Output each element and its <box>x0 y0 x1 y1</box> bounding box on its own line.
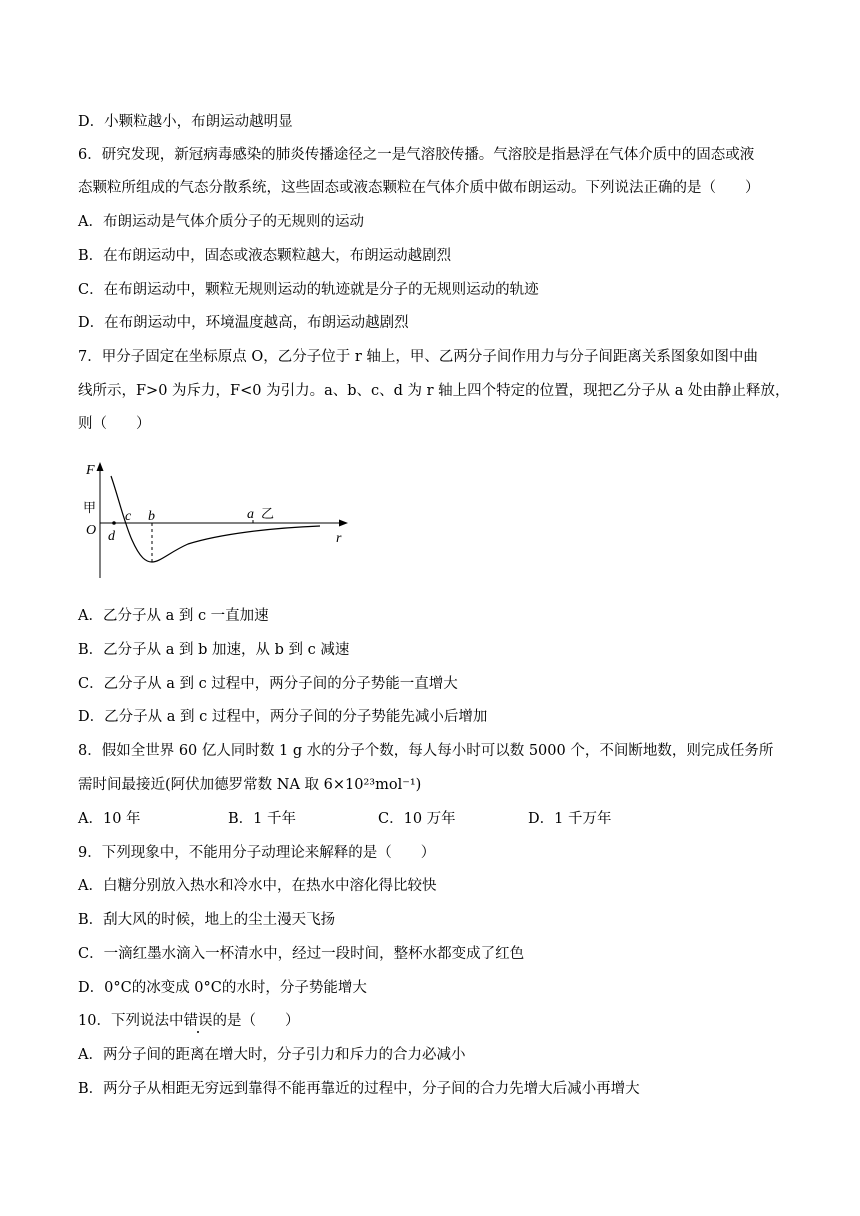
question-8-options <box>78 809 778 829</box>
question-10-stem <box>78 1011 299 1031</box>
question-8-option-c: C．10 万年 <box>378 811 456 827</box>
question-8-stem-line-2: 需时间最接近(阿伏加德罗常数 NA 取 6×10²³mol⁻¹) <box>78 777 422 793</box>
question-9-option-a: A．白糖分别放入热水和冷水中，在热水中溶化得比较快 <box>78 878 437 894</box>
question-8-stem-line-1: 8．假如全世界 60 亿人同时数 1 g 水的分子个数，每人每小时可以数 5000 个，不间断地数，则完成任务所 <box>78 743 774 759</box>
question-9-option-d: D．0°C的冰变成 0°C的水时，分子势能增大 <box>78 980 367 996</box>
label-r: r <box>336 531 342 546</box>
question-10-stem-post: 的是（ ） <box>212 1013 300 1029</box>
label-c: c <box>125 509 132 524</box>
question-6-stem-line-2: 态颗粒所组成的气态分散系统，这些固态或液态颗粒在气体介质中做布朗运动。下列说法正确的是（ ） <box>78 180 760 196</box>
question-10-option-a: A．两分子间的距离在增大时，分子引力和斥力的合力必减小 <box>78 1047 466 1063</box>
question-9-stem: 9．下列现象中，不能用分子动理论来解释的是（ ） <box>78 845 436 861</box>
question-7-option-a: A．乙分子从 a 到 c 一直加速 <box>78 608 269 624</box>
question-10-emphasis: 错误 <box>183 1013 213 1029</box>
question-6-option-d: D．在布朗运动中，环境温度越高，布朗运动越剧烈 <box>78 315 409 331</box>
label-d: d <box>108 529 115 544</box>
force-distance-graph <box>80 456 360 586</box>
question-7-option-d: D．乙分子从 a 到 c 过程中，两分子间的分子势能先减小后增加 <box>78 709 488 725</box>
question-10-option-b: B．两分子从相距无穷远到靠得不能再靠近的过程中，分子间的合力先增大后减小再增大 <box>78 1081 640 1097</box>
force-curve <box>111 476 320 562</box>
label-O: O <box>86 523 97 538</box>
question-7-option-c: C．乙分子从 a 到 c 过程中，两分子间的分子势能一直增大 <box>78 676 458 692</box>
r-axis-arrow <box>339 520 348 527</box>
question-7-option-b: B．乙分子从 a 到 b 加速，从 b 到 c 减速 <box>78 642 350 658</box>
label-jia: 甲 <box>83 500 97 515</box>
question-8-option-b: B．1 千年 <box>228 811 296 827</box>
point-d <box>112 521 116 525</box>
label-F: F <box>86 463 95 478</box>
label-b: b <box>148 509 155 524</box>
question-9-option-b: B．刮大风的时候，地上的尘土漫天飞扬 <box>78 912 336 928</box>
question-7-stem-line-3: 则（ ） <box>78 416 151 432</box>
f-axis-arrow <box>97 462 104 471</box>
question-10-stem-pre: 10．下列说法中 <box>78 1013 184 1029</box>
question-7-stem-line-2: 线所示，F>0 为斥力，F<0 为引力。a、b、c、d 为 r 轴上四个特定的位置，现把乙分子从 a 处由静止释放， <box>78 383 790 399</box>
question-9-option-c: C．一滴红墨水滴入一杯清水中，经过一段时间，整杯水都变成了红色 <box>78 946 525 962</box>
question-5-option-d: D．小颗粒越小，布朗运动越明显 <box>78 114 293 130</box>
question-6-option-a: A．布朗运动是气体介质分子的无规则的运动 <box>78 214 364 230</box>
label-a: a <box>247 507 254 522</box>
question-6-stem-line-1: 6．研究发现，新冠病毒感染的肺炎传播途径之一是气溶胶传播。气溶胶是指悬浮在气体介质中的固态或液 <box>78 147 755 163</box>
question-7-stem-line-1: 7．甲分子固定在坐标原点 O，乙分子位于 r 轴上，甲、乙两分子间作用力与分子间距离关系图象如图中曲 <box>78 349 758 365</box>
question-6-option-b: B．在布朗运动中，固态或液态颗粒越大，布朗运动越剧烈 <box>78 248 452 264</box>
label-yi: 乙 <box>261 506 275 521</box>
question-8-option-a: A．10 年 <box>78 811 141 827</box>
question-8-option-d: D．1 千万年 <box>528 811 612 827</box>
question-6-option-c: C．在布朗运动中，颗粒无规则运动的轨迹就是分子的无规则运动的轨迹 <box>78 282 539 298</box>
